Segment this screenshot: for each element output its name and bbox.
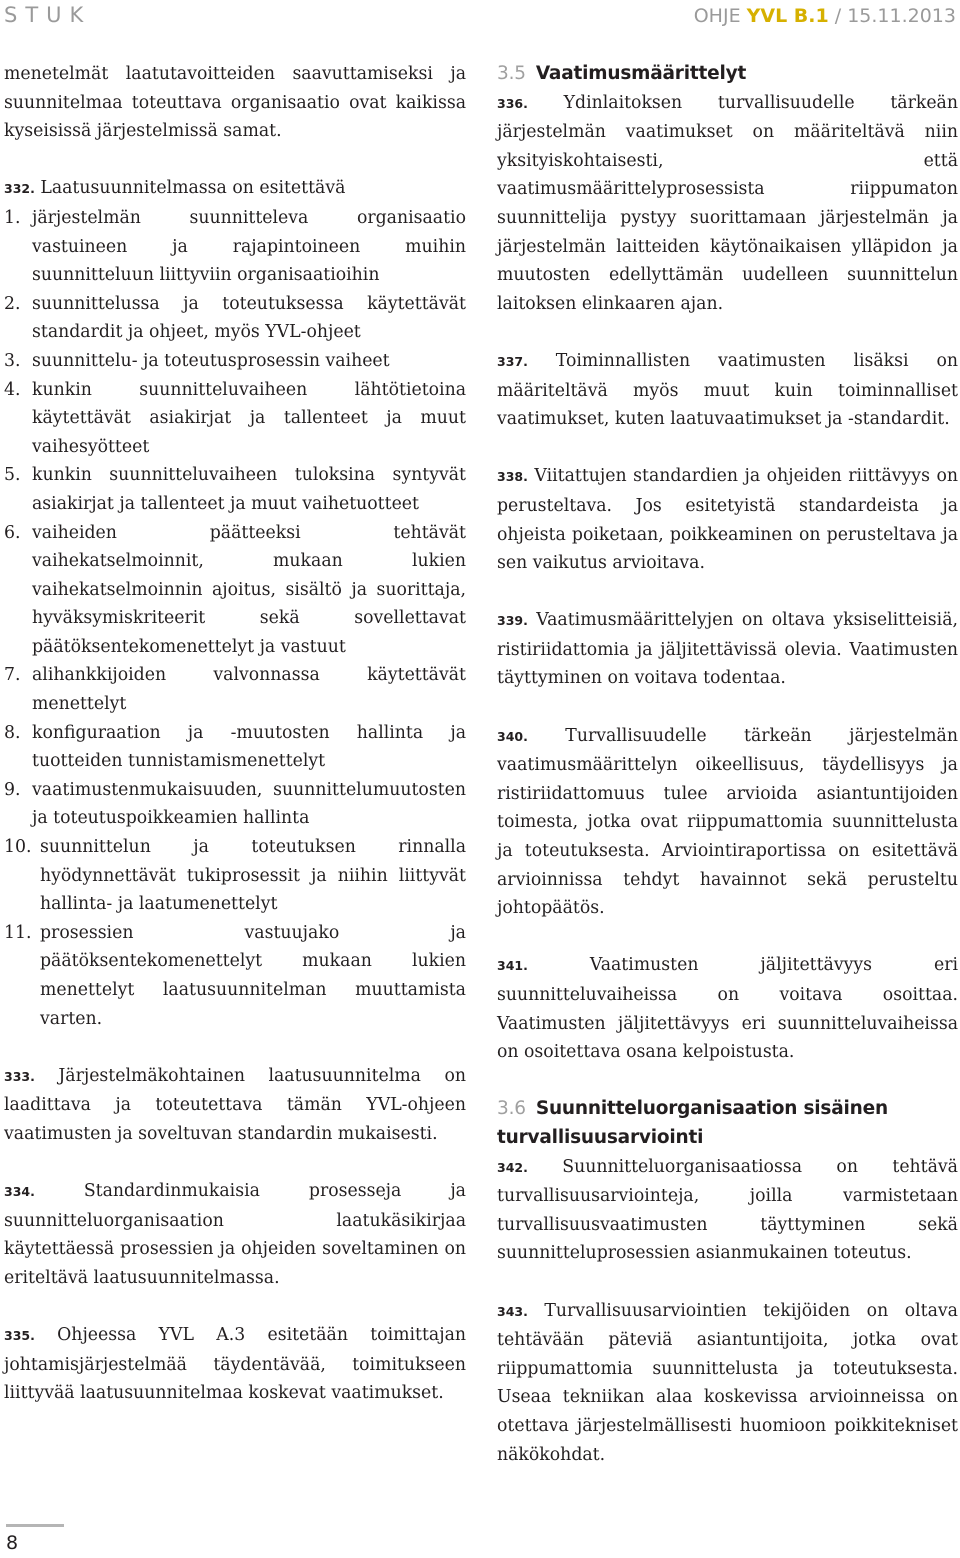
list-item-text: kunkin suunnitteluvaiheen tuloksina syntyvät asiakirjat ja tallenteet ja muut vaihetuotteet — [32, 465, 466, 514]
paragraph-336 — [497, 89, 958, 319]
list-item — [4, 919, 466, 1033]
paragraph-text: Laatusuunnitelmassa on esitettävä — [40, 178, 346, 199]
paragraph-number: 341. — [497, 958, 528, 974]
list-item-number: 1. — [4, 207, 21, 228]
list-item-text: konfiguraation ja -muutosten hallinta ja tuotteiden tunnistamismenettelyt — [32, 722, 466, 772]
paragraph-number: 338. — [497, 469, 528, 485]
list-item — [4, 204, 466, 290]
right-column — [497, 60, 958, 1469]
list-item — [4, 776, 466, 833]
section-title: Vaatimusmäärittelyt — [535, 63, 747, 84]
paragraph-text: Suunnitteluorganisaatiossa on tehtävä turvallisuusarviointeja, joilla varmistetaan turvallisuusvaatimusten täyttyminen sekä suunnitteluprosessien asianmukainen toteutus. — [497, 1156, 958, 1264]
section-heading-3-6 — [497, 1095, 958, 1152]
list-item-text: vaatimustenmukaisuuden, suunnittelumuutosten ja toteutuspoikkeamien hallinta — [32, 779, 466, 829]
intro-paragraph: menetelmät laatutavoitteiden saavuttamiseksi ja suunnitelmaa toteuttava organisaatio ovat kaikissa kyseisissä järjestelmissä samat. — [4, 64, 466, 142]
paragraph-337 — [497, 347, 958, 434]
footer-rule — [6, 1524, 64, 1527]
list-item-number: 11. — [4, 922, 32, 943]
list-item-text: alihankkijoiden valvonnassa käytettävät menettelyt — [32, 665, 466, 715]
list-item — [4, 461, 466, 518]
list-item-number: 4. — [4, 379, 21, 400]
paragraph-text: Viitattujen standardien ja ohjeiden riittävyys on perusteltava. Jos esitetyistä standardeista ja ohjeista poiketaan, poikkeaminen on perusteltava ja sen vaikutus arvioitava. — [497, 466, 959, 574]
paragraph-number: 342. — [497, 1159, 528, 1175]
list-item-text: suunnittelussa ja toteutuksessa käytettävät standardit ja ohjeet, myös YVL-ohjeet — [32, 293, 466, 343]
paragraph-341 — [497, 951, 958, 1066]
paragraph-number: 336. — [497, 95, 528, 111]
paragraph-text: Vaatimusmäärittelyjen on oltava yksiselitteisiä, ristiriidattomia ja jäljitettävissä olevia. Vaatimusten täyttyminen on voitava todentaa. — [497, 610, 958, 689]
list-item-number: 2. — [4, 293, 21, 314]
paragraph-text: Toiminnallisten vaatimusten lisäksi on määriteltävä myös muut kuin toiminnalliset vaatimukset, kuten laatuvaatimukset ja -standardit. — [497, 350, 958, 430]
section-heading-3-5 — [497, 60, 958, 89]
section-title: Suunnitteluorganisaation sisäinen turvallisuusarviointi — [497, 1098, 888, 1148]
paragraph-333 — [4, 1062, 466, 1149]
paragraph-number: 334. — [4, 1184, 35, 1200]
page-number: 8 — [6, 1532, 19, 1554]
paragraph-340 — [497, 722, 958, 923]
list-item — [4, 833, 466, 919]
paragraph-332 — [4, 174, 466, 204]
paragraph-text: Ohjeessa YVL A.3 esitetään toimittajan johtamisjärjestelmää täydentävää, toimitukseen liittyvää laatusuunnitelmaa koskevat vaatimukset. — [4, 1325, 467, 1404]
paragraph-text: Turvallisuusarviointien tekijöiden on oltava tehtävään päteviä asiantuntijoita, jotka ovat riippumattomia suunnittelusta ja toteutuksesta. Useaa tekniikan alaa koskevissa arvioinneissa on otettava järjestelmällisesti huomioon poikkitekniset näkökohdat. — [497, 1300, 958, 1465]
paragraph-number: 339. — [497, 613, 528, 629]
paragraph-number: 337. — [497, 353, 528, 369]
paragraph-text: Standardinmukaisia prosesseja ja suunnitteluorganisaation laatukäsikirjaa käytettäessä prosessien ja ohjeiden soveltaminen on eriteltävä laatusuunnitelmassa. — [4, 1181, 466, 1288]
guide-code: YVL B.1 — [746, 5, 829, 27]
paragraph-text: Vaatimusten jäljitettävyys eri suunnitteluvaiheissa on voitava osoittaa. Vaatimusten jäljitettävyys eri suunnitteluvaiheissa on osoitettava osana kelpoistusta. — [497, 955, 958, 1063]
paragraph-number: 343. — [497, 1303, 528, 1319]
list-item-number: 9. — [4, 779, 21, 800]
paragraph-334 — [4, 1177, 466, 1292]
paragraph-338 — [497, 462, 958, 577]
list-item — [4, 347, 466, 376]
paragraph-343 — [497, 1297, 958, 1470]
section-number: 3.6 — [497, 1098, 526, 1120]
list-item-number: 10. — [4, 837, 32, 858]
list-item-text: suunnittelu- ja toteutusprosessin vaiheet — [32, 350, 390, 371]
list-item-text: prosessien vastuujako ja päätöksentekomenettelyt mukaan lukien menettelyt laatusuunnitelman muuttamista varten. — [40, 922, 466, 1029]
list-item — [4, 290, 466, 347]
paragraph-339 — [497, 606, 958, 693]
list-item-text: suunnittelun ja toteutuksen rinnalla hyödynnettävät tukiprosessit ja niihin liittyvät hallinta- ja laatumenettelyt — [40, 837, 466, 915]
paragraph-number: 333. — [4, 1068, 35, 1084]
list-item — [4, 376, 466, 462]
paragraph-text: Turvallisuudelle tärkeän järjestelmän vaatimusmäärittelyn oikeellisuus, täydellisyys ja ristiriidattomuus tulee arvioida asiantuntijoiden toimesta, jotka ovat riippumattomia suunnittelusta ja toteutuksesta. Arviointiraportissa on esitettävä arvioinnissa tehdyt havainnot sekä perusteltu johtopäätös. — [497, 725, 958, 919]
left-column — [4, 60, 466, 1408]
list-item — [4, 519, 466, 662]
guide-prefix: OHJE — [693, 5, 747, 27]
list-item-text: vaiheiden päätteeksi tehtävät vaihekatselmoinnit, mukaan lukien vaihekatselmoinnin ajoitus, sisältö ja suorittaja, hyväksymiskriteerit sekä sovellettavat päätöksentekomenettelyt ja vastuut — [32, 522, 466, 657]
list-item-number: 8. — [4, 722, 21, 743]
guide-reference — [694, 5, 956, 27]
paragraph-number: 335. — [4, 1328, 35, 1344]
list-item-number: 7. — [4, 665, 21, 686]
list-item — [4, 661, 466, 718]
list-item-text: järjestelmän suunnitteleva organisaatio vastuineen ja rajapintoineen muihin suunnitteluun liittyviin organisaatioihin — [32, 207, 466, 286]
paragraph-text: Järjestelmäkohtainen laatusuunnitelma on laadittava ja toteutettava tämän YVL-ohjeen vaatimusten ja soveltuvan standardin mukaisesti. — [4, 1065, 466, 1144]
list-item-number: 5. — [4, 465, 21, 486]
list-item-number: 3. — [4, 350, 21, 371]
guide-date: / 15.11.2013 — [828, 5, 956, 27]
list-item-number: 6. — [4, 522, 21, 543]
paragraph-text: Ydinlaitoksen turvallisuudelle tärkeän järjestelmän vaatimukset on määriteltävä niin yksityiskohtaisesti, että vaatimusmäärittelyprosessista riippumaton suunnittelija pystyy suorittamaan järjestelmän ja järjestelmän laitteiden käytönaikaisen ylläpidon ja muutosten edellyttämän uudelleen suunnittelun laitoksen elinkaaren ajan. — [497, 92, 958, 314]
paragraph-342 — [497, 1153, 958, 1268]
list-item — [4, 719, 466, 776]
org-name: STUK — [4, 3, 92, 27]
paragraph-number: 332. — [4, 181, 35, 197]
section-number: 3.5 — [497, 63, 526, 84]
requirements-list — [4, 204, 466, 1033]
paragraph-number: 340. — [497, 728, 528, 744]
paragraph-335 — [4, 1321, 466, 1408]
list-item-text: kunkin suunnitteluvaiheen lähtötietoina käytettävät asiakirjat ja tallenteet ja muut vaihesyötteet — [32, 379, 466, 457]
